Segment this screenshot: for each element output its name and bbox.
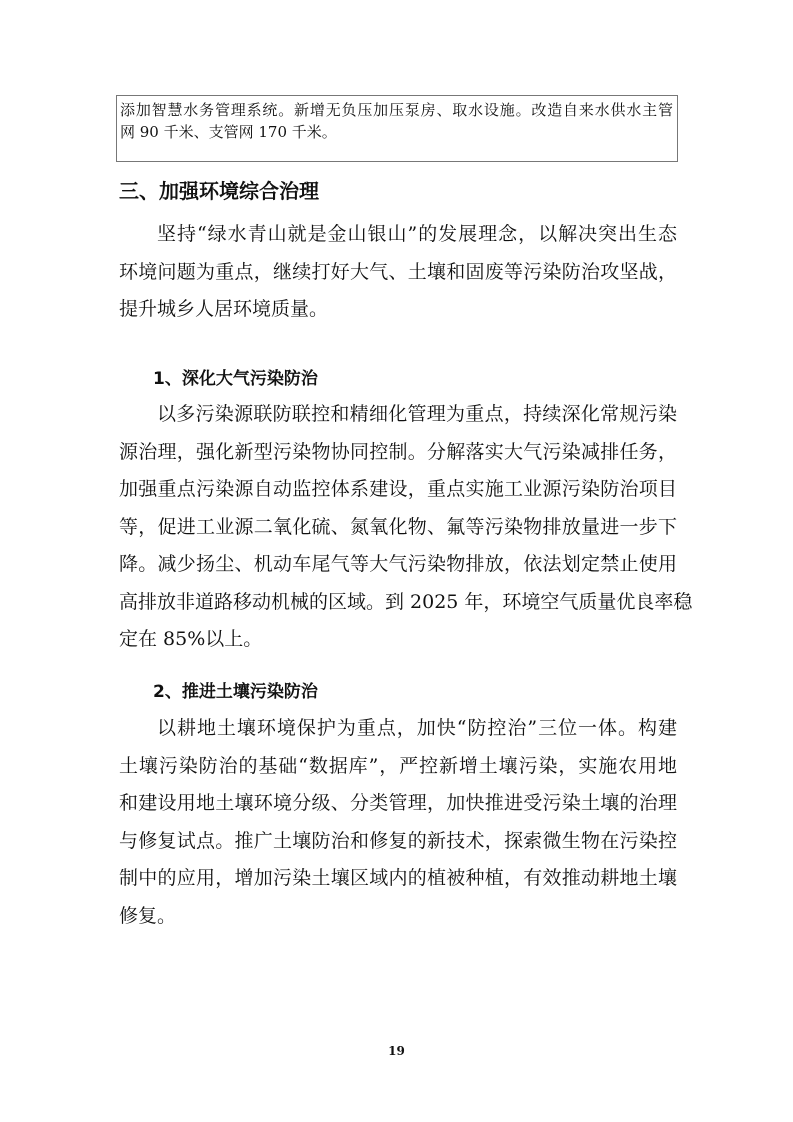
paragraph-line: 源治理，强化新型污染物协同控制。分解落实大气污染减排任务，: [119, 440, 677, 463]
subsection-1-paragraph: [119, 396, 693, 659]
paragraph-line: 提升城乡人居环境质量。: [119, 298, 329, 320]
subsection-heading-2: 2、推进土壤污染防治: [153, 682, 318, 702]
page-number: 19: [388, 1044, 405, 1058]
table-cell-box: [116, 95, 678, 162]
box-line: 添加智慧水务管理系统。新增无负压加压泵房、取水设施。改造自来水供水主管: [120, 101, 673, 119]
paragraph-line: 高排放非道路移动机械的区域。到 2025 年，环境空气质量优良率稳: [119, 590, 693, 613]
paragraph-line: 与修复试点。推广土壤防治和修复的新技术，探索微生物在污染控: [119, 829, 677, 852]
paragraph-line: 等，促进工业源二氧化硫、氮氧化物、氟等污染物排放量进一步下: [119, 515, 677, 538]
paragraph-line: 和建设用地土壤环境分级、分类管理，加快推进受污染土壤的治理: [119, 792, 677, 814]
subsection-2-paragraph: [119, 710, 677, 935]
paragraph-line: 以耕地土壤环境保护为重点，加快“防控治”三位一体。构建: [157, 717, 677, 739]
paragraph-line: 加强重点污染源自动监控体系建设，重点实施工业源污染防治项目: [119, 478, 677, 500]
box-line: 网 90 千米、支管网 170 千米。: [120, 123, 337, 141]
section-heading: 三、加强环境综合治理: [119, 179, 319, 203]
paragraph-line: 环境问题为重点，继续打好大气、土壤和固废等污染防治攻坚战，: [119, 260, 677, 283]
paragraph-line: 降。减少扬尘、机动车尾气等大气污染物排放，依法划定禁止使用: [119, 553, 677, 575]
paragraph-line: 修复。: [119, 904, 177, 927]
paragraph-line: 制中的应用，增加污染土壤区域内的植被种植，有效推动耕地土壤: [119, 867, 677, 889]
paragraph-line: 以多污染源联防联控和精细化管理为重点，持续深化常规污染: [157, 403, 677, 425]
paragraph-line: 定在 85%以上。: [119, 628, 263, 650]
paragraph-line: 坚持“绿水青山就是金山银山”的发展理念，以解决突出生态: [157, 223, 677, 245]
subsection-heading-1: 1、深化大气污染防治: [153, 369, 318, 389]
intro-paragraph: [119, 216, 677, 329]
paragraph-line: 土壤污染防治的基础“数据库”，严控新增土壤污染，实施农用地: [119, 754, 677, 777]
